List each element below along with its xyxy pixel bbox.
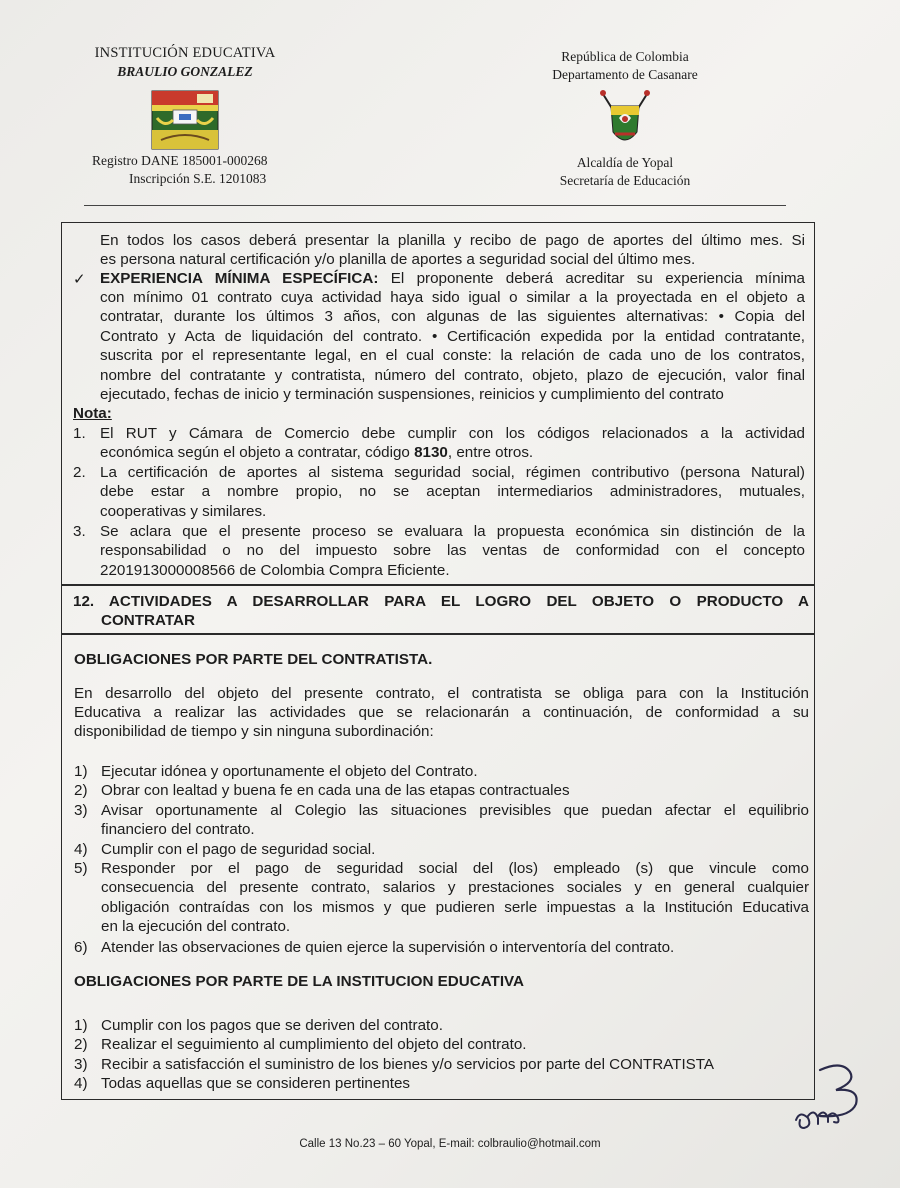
contratista-item: Cumplir con el pago de seguridad social. [101,841,376,858]
experiencia-title-line [100,269,805,288]
experiencia-line: nombre del contratante y contratista, número del contrato, objeto, plazo de ejecución, valor final [100,367,805,384]
experiencia-line: ejecutado, fechas de inicio y terminación suspensiones, reinicios y cumplimiento del contrato [100,386,724,403]
item-number: 1) [74,763,88,780]
item-number: 1) [74,1017,88,1034]
item-number: 6) [74,939,88,956]
department-label: Departamento de Casanare [552,67,698,82]
registration-info [92,152,268,188]
row-divider [61,633,815,635]
item-number: 2) [74,1036,88,1053]
experiencia-line: suscrita por el representante legal, en el cual conste: la relación de cada uno de los contratos, [100,347,805,364]
secretaria-label: Secretaría de Educación [559,173,691,188]
nota-line: debe estar a nombre propio, no se aceptan intermediarios administradores, mutuales, [100,483,805,500]
contratista-intro: En desarrollo del objeto del presente contrato, el contratista se obliga para con la Institución [74,685,809,702]
contratista-item: en la ejecución del contrato. [101,918,291,935]
checkmark-icon: ✓ [73,271,86,288]
nota-number: 3. [73,523,86,540]
inscripcion: Inscripción S.E. 1201083 [129,171,267,186]
item-number: 3) [74,1056,88,1073]
section-12-title-cont: CONTRATAR [101,612,195,629]
institution-header [70,45,300,150]
item-number: 5) [74,860,88,877]
nota-line: El RUT y Cámara de Comercio debe cumplir con los códigos relacionados a la actividad [100,425,805,442]
contratista-item: financiero del contrato. [101,821,255,838]
casanare-crest-icon [597,88,653,150]
experiencia-title: EXPERIENCIA MÍNIMA ESPECÍFICA: [100,270,379,287]
contratista-item: Ejecutar idónea y oportunamente el objeto del Contrato. [101,763,478,780]
government-header [500,48,750,150]
nota-line: cooperativas y similares. [100,503,267,520]
nota-text: , entre otros. [447,444,534,461]
activity-code: 8130 [414,444,448,461]
contratista-heading: OBLIGACIONES POR PARTE DEL CONTRATISTA. [74,651,433,668]
experiencia-line: contratar, durante los últimos 3 años, con algunas de las siguientes alternativas: • Copia del [100,308,805,325]
contratista-item: Avisar oportunamente al Colegio las situaciones previsibles que puedan afectar el equilibrio [101,802,809,819]
section-12-title: 12. ACTIVIDADES A DESARROLLAR PARA EL LOGRO DEL OBJETO O PRODUCTO A [73,593,809,610]
item-number: 4) [74,1075,88,1092]
nota-line: La certificación de aportes al sistema seguridad social, régimen contributivo (persona Natural) [100,464,805,481]
contratista-item: Obrar con lealtad y buena fe en cada una de las etapas contractuales [101,782,570,799]
row-divider [61,584,815,586]
contratista-intro: disponibilidad de tiempo y sin ninguna subordinación: [74,723,434,740]
experiencia-line: Contrato y Acta de liquidación del contrato. • Certificación expedida por la entidad contratante, [100,328,805,345]
nota-line [100,443,533,462]
contratista-item: Atender las observaciones de quien ejerce la supervisión o interventoría del contrato. [101,939,675,956]
institucion-heading: OBLIGACIONES POR PARTE DE LA INSTITUCION EDUCATIVA [74,973,525,990]
nota-number: 1. [73,425,86,442]
nota-line: 2201913000008566 de Colombia Compra Eficiente. [100,562,450,579]
institution-title: INSTITUCIÓN EDUCATIVA [94,45,276,61]
experiencia-text: El proponente deberá acreditar su experiencia mínima [378,270,805,287]
nota-line: responsabilidad o no del impuesto sobre las ventas de conformidad con el concepto [100,542,805,559]
institucion-item: Cumplir con los pagos que se deriven del contrato. [101,1017,443,1034]
institucion-item: Realizar el seguimiento al cumplimiento del objeto del contrato. [101,1036,527,1053]
contratista-item: Responder por el pago de seguridad social del (los) empleado (s) que vincule como [101,860,809,877]
header-divider [84,205,786,206]
nota-text: económica según el objeto a contratar, código [100,444,415,461]
nota-number: 2. [73,464,86,481]
intro-line: En todos los casos deberá presentar la planilla y recibo de pago de aportes del último mes. Si [100,232,805,249]
secretaria-header [500,154,750,190]
item-number: 2) [74,782,88,799]
contratista-item: consecuencia del presente contrato, salarios y prestaciones sociales y en general cualquier [101,879,809,896]
institucion-item: Todas aquellas que se consideren pertinentes [101,1075,411,1092]
school-name: BRAULIO GONZALEZ [117,64,253,79]
item-number: 4) [74,841,88,858]
intro-line: es persona natural certificación y/o planilla de aportes a seguridad social del último mes. [100,251,696,268]
contratista-item: obligación contraídas con los mismos y que pudieren serle impuestas a la Institución Educativa [101,899,809,916]
alcaldia-label: Alcaldía de Yopal [576,155,674,170]
nota-line: Se aclara que el presente proceso se evaluara la propuesta económica sin distinción de la [100,523,805,540]
contratista-intro: Educativa a realizar las actividades que se relacionarán a continuación, de conformidad a su [74,704,809,721]
school-shield-logo [151,90,219,150]
republic-label: República de Colombia [561,49,689,64]
institucion-item: Recibir a satisfacción el suministro de los bienes y/o servicios por parte del CONTRATISTA [101,1056,715,1073]
item-number: 3) [74,802,88,819]
experiencia-line: con mínimo 01 contrato cuya actividad haya sido igual o similar a la proyectada en el objeto a [100,289,805,306]
handwritten-signature [790,1058,870,1138]
registro-dane: Registro DANE 185001-000268 [92,153,268,168]
nota-label: Nota: [73,405,112,422]
footer-address: Calle 13 No.23 – 60 Yopal, E-mail: colbraulio@hotmail.com [299,1138,601,1150]
